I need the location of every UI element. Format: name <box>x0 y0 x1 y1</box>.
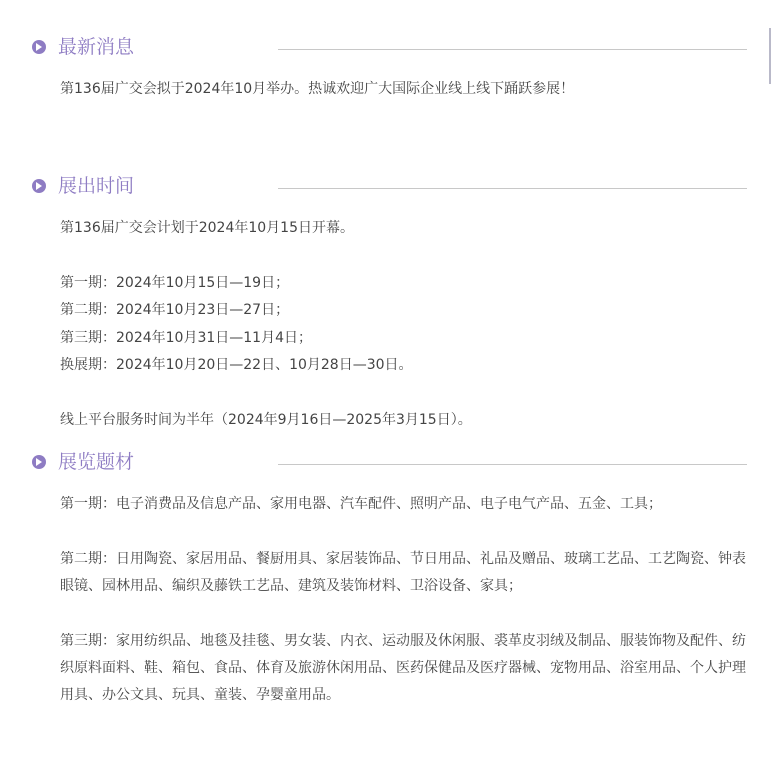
section-title-themes: 展览题材 <box>58 451 135 473</box>
schedule-phase-2: 第二期：2024年10月23日—27日； <box>60 302 290 318</box>
play-bullet-icon <box>32 40 46 54</box>
news-text: 第136届广交会拟于2024年10月举办。热诚欢迎广大国际企业线上线下踊跃参展！ <box>60 81 575 97</box>
themes-phase-3: 第三期：家用纺织品、地毯及挂毯、男女装、内衣、运动服及休闲服、裘革皮羽绒及制品、服装饰物及配件、纺织原料面料、鞋、箱包、食品、体育及旅游休闲用品、医药保健品及医疗器械、宠物用品、浴室用品、个人护理用具、办公文具、玩具、童装、孕婴童用品。 <box>60 633 746 703</box>
schedule-changeover: 换展期：2024年10月20日—22日、10月28日—30日。 <box>60 357 413 373</box>
section-title-schedule: 展出时间 <box>58 175 135 197</box>
play-bullet-icon <box>32 455 46 469</box>
themes-phase-1: 第一期：电子消费品及信息产品、家用电器、汽车配件、照明产品、电子电气产品、五金、工具； <box>60 496 662 512</box>
section-divider <box>278 49 747 50</box>
schedule-phase-1: 第一期：2024年10月15日—19日； <box>60 275 290 291</box>
section-header-themes <box>32 449 747 475</box>
play-bullet-icon <box>32 179 46 193</box>
schedule-phase-3: 第三期：2024年10月31日—11月4日； <box>60 330 312 346</box>
section-header-news <box>32 34 747 60</box>
schedule-online: 线上平台服务时间为半年（2024年9月16日—2025年3月15日）。 <box>60 412 472 428</box>
section-divider <box>278 464 747 465</box>
section-header-schedule <box>32 173 747 199</box>
section-divider <box>278 188 747 189</box>
themes-phase-2: 第二期：日用陶瓷、家居用品、餐厨用具、家居装饰品、节日用品、礼品及赠品、玻璃工艺品、工艺陶瓷、钟表眼镜、园林用品、编织及藤铁工艺品、建筑及装饰材料、卫浴设备、家具； <box>60 551 746 594</box>
section-title-news: 最新消息 <box>58 36 135 58</box>
schedule-intro: 第136届广交会计划于2024年10月15日开幕。 <box>60 220 354 236</box>
